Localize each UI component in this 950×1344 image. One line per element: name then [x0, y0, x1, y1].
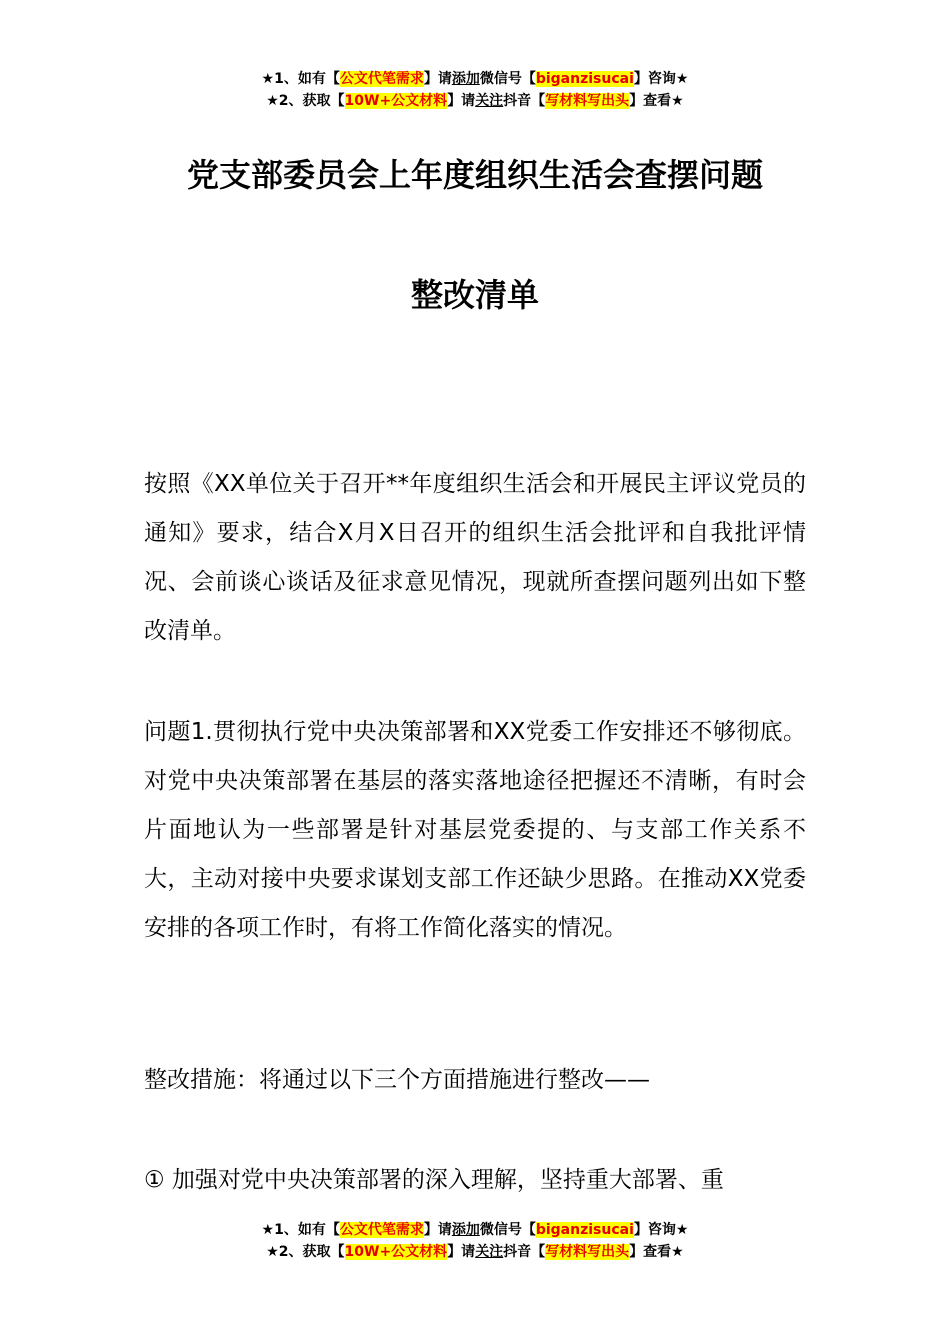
banner-text: 抖音【: [503, 1244, 546, 1260]
banner-text: ★2、获取【: [266, 93, 345, 109]
banner-line-2: [0, 90, 950, 112]
footer-banner: [0, 1219, 950, 1263]
banner-highlight: 公文代笔需求: [339, 1222, 424, 1238]
banner-highlight: 写材料写出头: [545, 93, 630, 109]
paragraph-intro: 按照《XX单位关于召开**年度组织生活会和开展民主评议党员的通知》要求，结合X月X日召开的组织生活会批评和自我批评情况、会前谈心谈话及征求意见情况，现就所查摆问题列出如下整改清单。: [144, 471, 806, 644]
banner-text: 】请: [423, 71, 452, 87]
banner-text: 】咨询★: [633, 1222, 689, 1238]
banner-text: 抖音【: [503, 93, 546, 109]
banner-highlight: 公文代笔需求: [339, 71, 424, 87]
banner-text: 】查看★: [629, 1244, 684, 1260]
banner-underline: 关注: [475, 1244, 504, 1260]
banner-line-1: [0, 1219, 950, 1241]
paragraph-problem-1: 问题1.贯彻执行党中央决策部署和XX党委工作安排还不够彻底。对党中央决策部署在基层的落实落地途径把握还不清晰，有时会片面地认为一些部署是针对基层党委提的、与支部工作关系不大，主动对接中央要求谋划支部工作还缺少思路。在推动XX党委安排的各项工作时，有将工作简化落实的情况。: [144, 719, 806, 941]
banner-text: ★1、如有【: [261, 1222, 340, 1238]
banner-highlight: 10W+公文材料: [344, 93, 448, 109]
banner-highlight: 10W+公文材料: [344, 1244, 448, 1260]
banner-text: 微信号【: [479, 1222, 536, 1238]
paragraph-measures: 整改措施：将通过以下三个方面措施进行整改——: [144, 1067, 650, 1093]
document-title-line-1: 党支部委员会上年度组织生活会查摆问题: [186, 156, 763, 194]
banner-highlight: biganzisucai: [535, 1222, 634, 1238]
banner-highlight: biganzisucai: [535, 71, 634, 87]
banner-text: 】请: [447, 93, 476, 109]
banner-text: 】查看★: [629, 93, 684, 109]
banner-text: ★1、如有【: [261, 71, 340, 87]
banner-line-1: [0, 68, 950, 90]
paragraph-measure-1: ① 加强对党中央决策部署的深入理解，坚持重大部署、重: [144, 1167, 724, 1193]
banner-underline: 添加: [451, 1222, 480, 1238]
banner-text: ★2、获取【: [266, 1244, 345, 1260]
banner-text: 】咨询★: [633, 71, 689, 87]
banner-text: 】请: [447, 1244, 476, 1260]
banner-text: 微信号【: [479, 71, 536, 87]
banner-highlight: 写材料写出头: [545, 1244, 630, 1260]
banner-underline: 添加: [451, 71, 480, 87]
banner-text: 】请: [423, 1222, 452, 1238]
banner-underline: 关注: [475, 93, 504, 109]
header-banner: [0, 68, 950, 112]
banner-line-2: [0, 1241, 950, 1263]
document-title-line-2: 整改清单: [410, 276, 539, 314]
